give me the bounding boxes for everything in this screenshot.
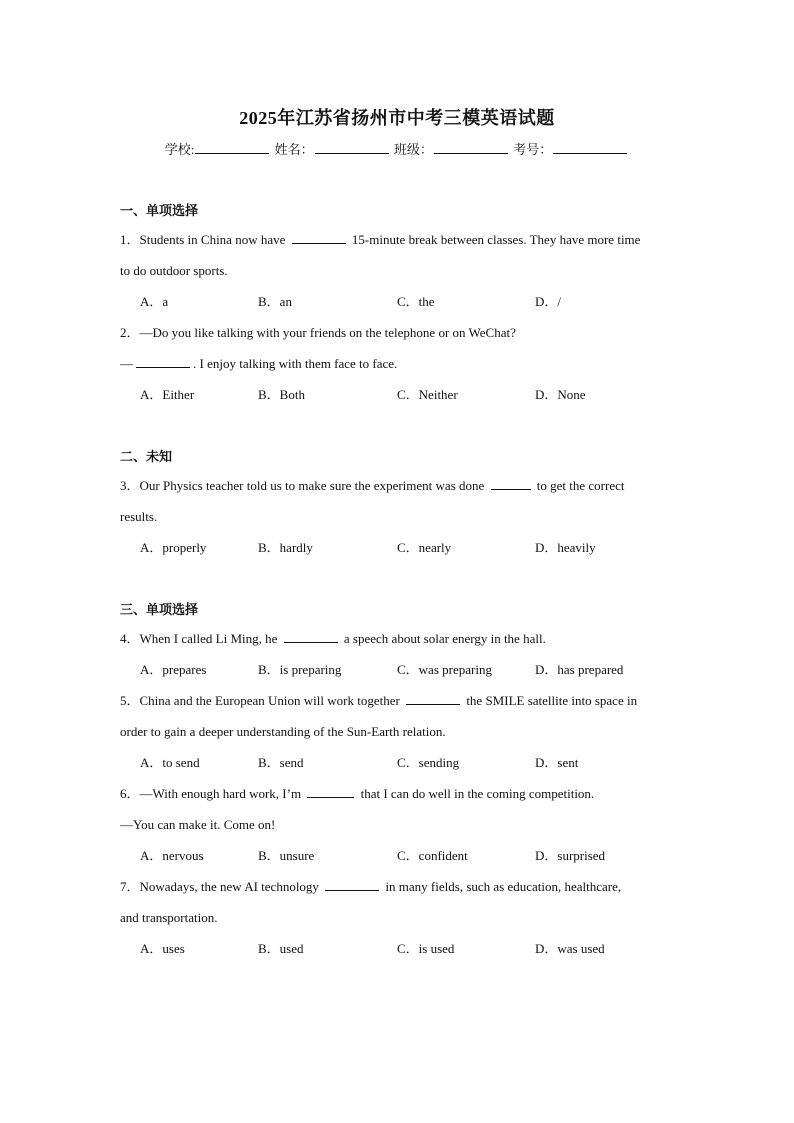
question-text-line (120, 317, 680, 348)
option-a[interactable]: A．to send (140, 755, 200, 770)
question-text: a speech about solar energy in the hall. (340, 631, 546, 646)
answer-blank (325, 878, 379, 891)
option-a[interactable]: A．properly (140, 540, 207, 555)
answer-blank (136, 355, 190, 368)
option-a[interactable]: A．uses (140, 941, 185, 956)
answer-options (120, 933, 680, 964)
exam-no-label: 考号： (513, 142, 553, 157)
question-text: the SMILE satellite into space in (463, 693, 638, 708)
answer-blank (491, 477, 531, 490)
question-text: 1．Students in China now have (120, 232, 289, 247)
option-b[interactable]: B．send (258, 755, 304, 770)
question-text: 6．—With enough hard work, I’m (120, 786, 305, 801)
question-text-line (120, 871, 680, 902)
question-text: and transportation. (120, 910, 218, 925)
option-a[interactable]: A．prepares (140, 662, 207, 677)
question-text: results. (120, 509, 158, 524)
question-text-line (120, 902, 680, 933)
question-text-line (120, 470, 680, 501)
question-text-line (120, 716, 680, 747)
class-label: 班级： (393, 142, 433, 157)
student-info-line (0, 139, 794, 158)
option-d[interactable]: D．heavily (535, 540, 596, 555)
option-c[interactable]: C．is used (397, 941, 455, 956)
school-field[interactable] (195, 140, 269, 154)
question-text: that I can do well in the coming competition. (357, 786, 595, 801)
question-text-line (120, 501, 680, 532)
answer-blank (292, 231, 346, 244)
question-text-line (120, 255, 680, 286)
answer-blank (406, 692, 460, 705)
question-text-line (120, 809, 680, 840)
question-text-line (120, 778, 680, 809)
question-text: 4．When I called Li Ming, he (120, 631, 281, 646)
option-c[interactable]: C．the (397, 294, 435, 309)
section-heading: 二、未知 (120, 449, 173, 464)
question-text: 7．Nowadays, the new AI technology (120, 879, 323, 894)
question-text: order to gain a deeper understanding of the Sun-Earth relation. (120, 724, 446, 739)
option-b[interactable]: B．is preparing (258, 662, 342, 677)
answer-options (120, 532, 680, 563)
section-gap (120, 563, 680, 599)
option-d[interactable]: D．has prepared (535, 662, 624, 677)
question-text: 15-minute break between classes. They have more time (348, 232, 641, 247)
exam-no-field[interactable] (553, 140, 627, 154)
section-gap (120, 410, 680, 446)
name-field[interactable] (315, 140, 389, 154)
question-text: to do outdoor sports. (120, 263, 228, 278)
question-text-line (120, 685, 680, 716)
option-a[interactable]: A．nervous (140, 848, 204, 863)
question-text-line (120, 623, 680, 654)
option-d[interactable]: D．/ (535, 294, 562, 309)
option-a[interactable]: A．a (140, 294, 169, 309)
question-list (120, 200, 680, 964)
answer-options (120, 840, 680, 871)
option-d[interactable]: D．surprised (535, 848, 606, 863)
page-title: 2025年江苏省扬州市中考三模英语试题 (239, 108, 555, 128)
option-b[interactable]: B．unsure (258, 848, 315, 863)
option-c[interactable]: C．nearly (397, 540, 452, 555)
question-text: . I enjoy talking with them face to face. (193, 356, 398, 371)
section-heading: 三、单项选择 (120, 602, 199, 617)
option-c[interactable]: C．sending (397, 755, 460, 770)
answer-blank (284, 630, 338, 643)
question-text-line (120, 224, 680, 255)
option-c[interactable]: C．was preparing (397, 662, 492, 677)
school-label: 学校: (164, 142, 195, 157)
option-c[interactable]: C．confident (397, 848, 468, 863)
question-text: to get the correct (533, 478, 625, 493)
option-b[interactable]: B．Both (258, 387, 305, 402)
answer-options (120, 286, 680, 317)
answer-options (120, 747, 680, 778)
class-field[interactable] (434, 140, 508, 154)
question-text-line (120, 348, 680, 379)
answer-options (120, 379, 680, 410)
answer-blank (307, 785, 354, 798)
question-text: 3．Our Physics teacher told us to make sure the experiment was done (120, 478, 488, 493)
option-d[interactable]: D．None (535, 387, 586, 402)
section-heading: 一、单项选择 (120, 203, 199, 218)
question-text: 2．—Do you like talking with your friends on the telephone or on WeChat? (120, 325, 516, 340)
option-b[interactable]: B．used (258, 941, 304, 956)
option-c[interactable]: C．Neither (397, 387, 458, 402)
name-label: 姓名： (274, 142, 314, 157)
question-text: — (120, 356, 133, 371)
option-d[interactable]: D．sent (535, 755, 579, 770)
question-text: in many fields, such as education, healthcare, (382, 879, 622, 894)
option-b[interactable]: B．an (258, 294, 292, 309)
option-b[interactable]: B．hardly (258, 540, 313, 555)
option-d[interactable]: D．was used (535, 941, 605, 956)
option-a[interactable]: A．Either (140, 387, 195, 402)
answer-options (120, 654, 680, 685)
question-text: —You can make it. Come on! (120, 817, 276, 832)
question-text: 5．China and the European Union will work together (120, 693, 404, 708)
